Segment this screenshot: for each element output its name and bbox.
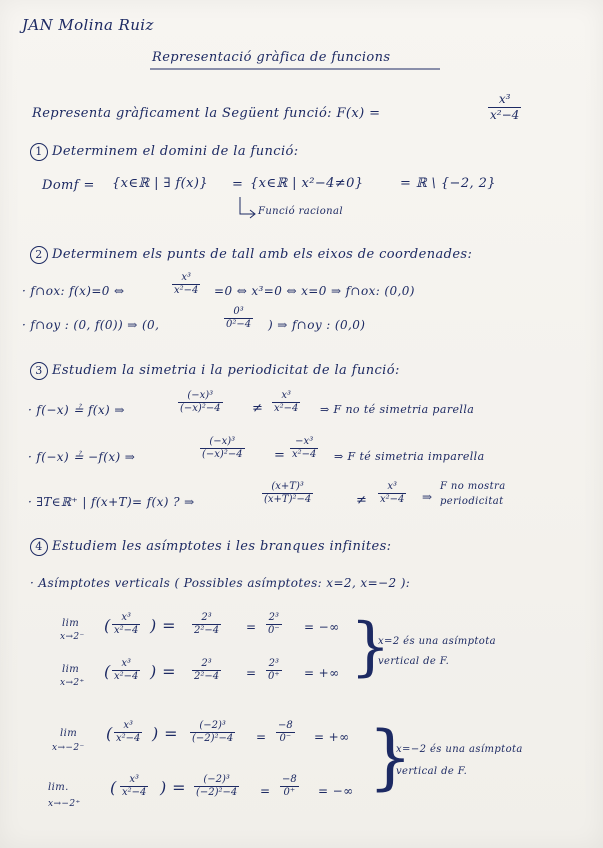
section-4-heading — [30, 538, 391, 556]
domain-set1: {x∈ℝ | ∃ f(x)} — [112, 176, 209, 191]
oy-intercept-b: ) ⇒ f∩oy : (0,0) — [268, 318, 366, 332]
lim1-d1: x²−4 — [114, 625, 139, 636]
even-fraction-2 — [272, 390, 300, 415]
section-1-heading — [30, 143, 299, 161]
vertical-asymptotes-sub: · Asímptotes verticals ( Possibles asímptotes: x=2, x=−2 ): — [30, 576, 411, 590]
page-title: Representació gràfica de funcions — [152, 50, 391, 65]
even-d1: (−x)²−4 — [180, 403, 221, 414]
periodicity-result-1: F no mostra — [440, 481, 506, 492]
domain-set2: {x∈ℝ | x²−4≠0} — [250, 176, 364, 191]
even-fraction-1 — [178, 390, 223, 415]
odd-d1: (−x)²−4 — [202, 449, 243, 460]
lim4-under: x→−2⁺ — [48, 799, 81, 809]
author-name: JAN Molina Ruiz — [22, 16, 154, 34]
lim4-result: = −∞ — [318, 784, 354, 798]
odd-d2: x²−4 — [292, 449, 317, 460]
period-d1: (x+T)²−4 — [264, 494, 312, 505]
lim1-d3: 0⁻ — [268, 625, 280, 636]
section-3-number: 3 — [30, 362, 48, 380]
section-3-heading-text: Estudiem la simetria i la periodicitat de la funció: — [52, 363, 400, 378]
periodicity-arrow: ⇒ — [422, 490, 433, 504]
oy-intercept-a: · f∩oy : (0, f(0)) ⇒ (0, — [22, 318, 160, 332]
lim4-n1: x³ — [120, 774, 148, 787]
even-d2: x²−4 — [274, 403, 299, 414]
section-1-number: 1 — [30, 143, 48, 161]
lim4-n3: −8 — [282, 774, 297, 785]
odd-n1: (−x)³ — [200, 436, 245, 449]
odd-n2: −x³ — [290, 436, 318, 449]
periodicity-op: ≠ — [356, 493, 368, 508]
lim3-d1: x²−4 — [116, 733, 141, 744]
domain-note: Funció racional — [258, 206, 343, 217]
oy-fraction — [224, 306, 253, 331]
lim2-label: lim — [62, 664, 80, 675]
ox-num: x³ — [172, 272, 200, 285]
lim3-d2: (−2)²−4 — [192, 733, 234, 744]
lim1-result: = −∞ — [304, 620, 340, 634]
lim2-d2: 2²−4 — [194, 671, 220, 682]
odd-fraction-1 — [200, 436, 245, 461]
lim4-frac3 — [280, 774, 299, 799]
intro-num: x³ — [488, 92, 521, 108]
conclusion-2a: x=−2 és una asímptota — [396, 744, 523, 755]
period-d2: x²−4 — [380, 494, 405, 505]
lim3-result: = +∞ — [314, 730, 350, 744]
ox-den: x²−4 — [174, 285, 199, 296]
lim3-frac1 — [114, 720, 142, 745]
lim3-n1: x³ — [114, 720, 142, 733]
ox-intercept-b: =0 ⇔ x³=0 ⇔ x=0 ⇒ f∩ox: (0,0) — [214, 284, 415, 298]
lim3-d3: 0⁻ — [279, 733, 292, 744]
conclusion-1a: x=2 és una asímptota — [378, 636, 497, 647]
period-n2: x³ — [378, 481, 406, 494]
lim4-n2: (−2)³ — [194, 774, 239, 787]
period-n1: (x+T)³ — [262, 481, 313, 494]
periodicity-fraction-2 — [378, 481, 406, 506]
lim1-frac2 — [192, 612, 221, 637]
lim3-frac3 — [276, 720, 295, 745]
even-result: ⇒ F no té simetria parella — [320, 403, 475, 416]
intro-fraction — [488, 92, 521, 123]
ox-intercept-a: · f∩ox: f(x)=0 ⇔ — [22, 284, 125, 298]
lim3-n3: −8 — [278, 720, 293, 731]
brace-1: } — [350, 610, 391, 684]
lim1-n3: 2³ — [266, 612, 282, 625]
notebook-page: JAN Molina Ruiz Representació gràfica de funcions Representa gràficament la Següent funció: F(x) = $\frac{\text{x³}}{\text{x²−4}}$ 1 Determinem el domini de la funció: Domf = {x∈ℝ | ∃ f(x)} = {x∈ℝ | x²−4≠0} = ℝ \ {−2, 2} Funció racional 2 Determinem els punts de tall amb els eixos de coordenades: · f∩ox: f(x)=0 ⇔ $\frac{\text{x³}}{\text{x²−4}}$ =0 ⇔ x³=0 ⇔ x=0 ⇒ f∩ox: (0,0) · f∩oy : (0, f(0)) ⇒ (0, $\frac{\text{0³}}{\text{0²−4}}$ ) ⇒ f∩oy : (0,0) 3 Estudiem la simetria i la periodicitat de la funció: · f(−x) ≟ f(x) ⇒ $\frac{\text{(−x)³}}{\text{(−x)²−4}}$ ≠ $\frac{\text{x³}}{\text{x²−4}}$ ⇒ F no té simetria parella · f(−x) ≟ −f(x) ⇒ $\frac{\text{(−x)³}}{\text{(−x)²−4}}$ = $\frac{\text{−x³}}{\text{x²−4}}$ ⇒ F té simetria imparella · ∃T∈ℝ⁺ | f(x+T)= f(x) ? ⇒ $\frac{\text{(x+T)³}}{\text{(x+T)²−4}}$ ≠ $\frac{\text{x³}}{\text{x²−4}}$ ⇒ F no mostra periodicitat 4 Estudiem les asímptotes i les branques infinites: · Asímptotes verticals ( Possibles asímptotes: x=2, x=−2 ): lim x→2⁻ ( $\frac{\text{x³}}{\text{x²−4}}$ ) = $\frac{\text{2³}}{\text{2²−4}}$ = $\frac{\text{2³}}{0^-}$ = −∞ lim x→2⁺ ( $\frac{\text{x³}}{\text{x²−4}}$ ) = $\frac{\text{2³}}{\text{2²−4}}$ = $\frac{\text{2³}}{0^+}$ = +∞ } x=2 és una asímptota vertical de F. lim x→−2⁻ ( $\frac{\text{x³}}{\text{x²−4}}$ ) = $\frac{\text{(−2)³}}{\text{(−2)²−4}}$ = $\frac{-8}{0^-}$ = +∞ lim. x→−2⁺ ( $\frac{\text{x³}}{\text{x²−4}}$ ) = $\frac{\text{(−2)³}}{\text{(−2)²−4}}$ = $\frac{-8}{0^+}$ = −∞ } x=−2 és una asímptota vertical de F. — [0, 0, 603, 848]
lim3-frac2 — [190, 720, 235, 745]
periodicity-fraction-1 — [262, 481, 313, 506]
domain-result: = ℝ \ {−2, 2} — [400, 176, 496, 191]
lim1-frac3 — [266, 612, 282, 637]
odd-op: = — [274, 448, 286, 463]
periodicity-a: · ∃T∈ℝ⁺ | f(x+T)= f(x) ? ⇒ — [28, 495, 195, 509]
conclusion-1b: vertical de F. — [378, 656, 450, 667]
ox-fraction — [172, 272, 200, 297]
domain-lhs: Domf = — [42, 178, 95, 193]
lim2-n1: x³ — [112, 658, 140, 671]
section-2-heading-text: Determinem els punts de tall amb els eixos de coordenades: — [52, 247, 473, 262]
odd-symmetry-a: · f(−x) ≟ −f(x) ⇒ — [28, 450, 136, 464]
lim4-d1: x²−4 — [122, 787, 147, 798]
lim4-d2: (−2)²−4 — [196, 787, 238, 798]
lim1-under: x→2⁻ — [60, 632, 85, 642]
lim4-label: lim. — [48, 782, 69, 793]
domain-eq: = — [232, 177, 244, 192]
oy-num: 0³ — [224, 306, 253, 319]
lim2-frac3 — [266, 658, 282, 683]
lim2-n3: 2³ — [266, 658, 282, 671]
section-4-number: 4 — [30, 538, 48, 556]
conclusion-2b: vertical de F. — [396, 766, 468, 777]
lim2-d3: 0⁺ — [268, 671, 280, 682]
lim2-frac2 — [192, 658, 221, 683]
even-n2: x³ — [272, 390, 300, 403]
oy-den: 0²−4 — [226, 319, 252, 330]
even-symmetry-a: · f(−x) ≟ f(x) ⇒ — [28, 403, 125, 417]
lim2-result: = +∞ — [304, 666, 340, 680]
intro-text: Representa gràficament la Següent funció: F(x) = — [32, 106, 381, 121]
lim3-label: lim — [60, 728, 78, 739]
lim2-d1: x²−4 — [114, 671, 139, 682]
lim1-frac1 — [112, 612, 140, 637]
lim3-n2: (−2)³ — [190, 720, 235, 733]
lim2-under: x→2⁺ — [60, 678, 85, 688]
even-op: ≠ — [252, 401, 264, 416]
intro-den: x²−4 — [490, 108, 520, 122]
lim4-frac1 — [120, 774, 148, 799]
lim1-d2: 2²−4 — [194, 625, 220, 636]
section-3-heading — [30, 362, 400, 380]
section-2-number: 2 — [30, 246, 48, 264]
periodicity-result-2: periodicitat — [440, 496, 504, 507]
lim3-under: x→−2⁻ — [52, 743, 85, 753]
brace-2: } — [368, 716, 413, 798]
section-4-heading-text: Estudiem les asímptotes i les branques infinites: — [52, 539, 392, 554]
lim4-frac2 — [194, 774, 239, 799]
odd-result: ⇒ F té simetria imparella — [334, 450, 485, 463]
odd-fraction-2 — [290, 436, 318, 461]
section-2-heading — [30, 246, 472, 264]
lim1-label: lim — [62, 618, 80, 629]
lim1-n2: 2³ — [192, 612, 221, 625]
lim2-n2: 2³ — [192, 658, 221, 671]
lim1-n1: x³ — [112, 612, 140, 625]
lim2-frac1 — [112, 658, 140, 683]
section-1-heading-text: Determinem el domini de la funció: — [52, 144, 299, 159]
even-n1: (−x)³ — [178, 390, 223, 403]
lim4-d3: 0⁺ — [283, 787, 296, 798]
